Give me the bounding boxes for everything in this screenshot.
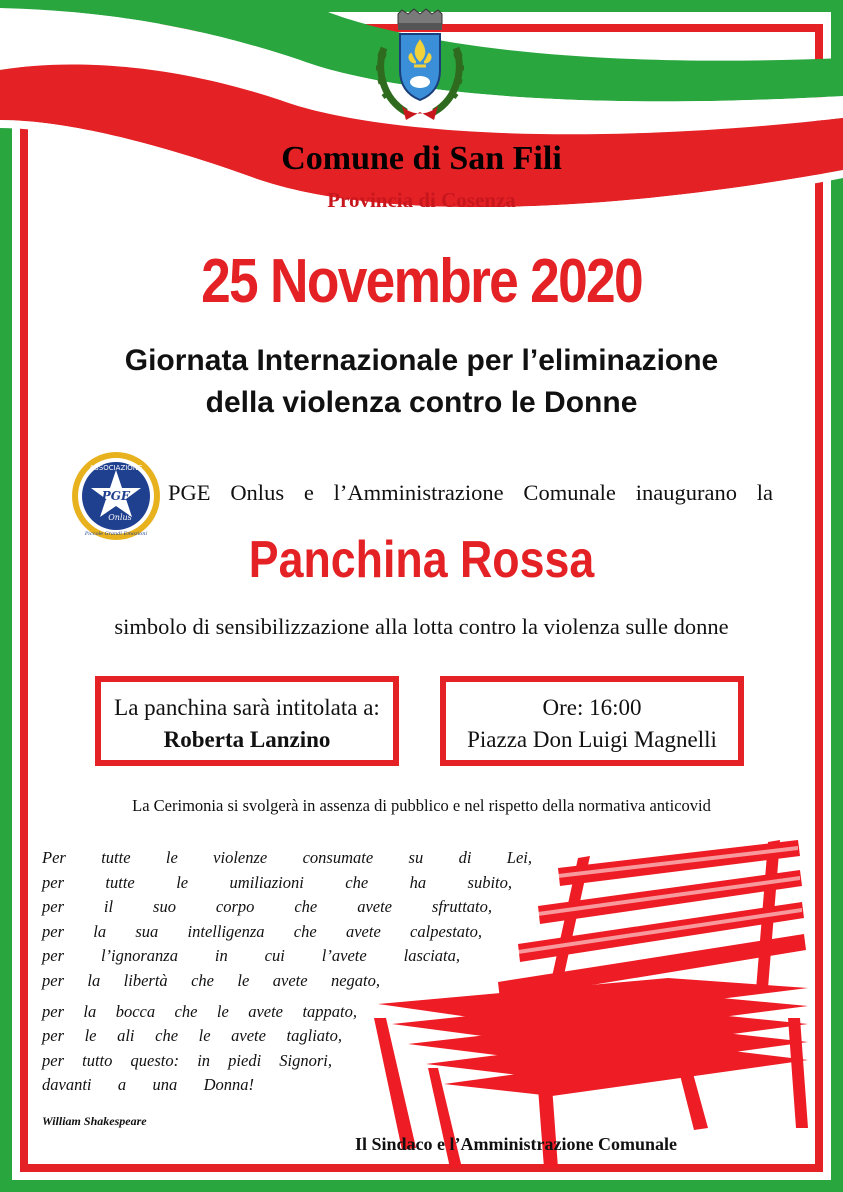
event-title-line-2: della violenza contro le Donne (205, 386, 638, 419)
logo-name-text: PGE (101, 489, 131, 503)
event-title (0, 340, 843, 424)
ceremony-note: La Cerimonia si svolgerà in assenza di pubblico e nel rispetto della normativa anticovid (132, 796, 711, 815)
municipal-crest-icon (372, 8, 468, 128)
time-place-box (440, 676, 744, 766)
logo-sub-text: Onlus (108, 513, 132, 522)
logo-bottom-text: Piccole Grandi Emozioni (84, 531, 148, 537)
poem-line: per tutto questo: in piedi Signori, (42, 1050, 332, 1070)
poem-line: per tutte le umiliazioni che ha subito, (42, 872, 512, 892)
bench-symbol-text: simbolo di sensibilizzazione alla lotta contro la violenza sulle donne (114, 614, 729, 639)
event-time: Ore: 16:00 (542, 695, 642, 720)
poem-line: per il suo corpo che avete sfruttato, (42, 897, 492, 917)
poem-line: per la libertà che le avete negato, (42, 970, 380, 990)
poem (42, 846, 532, 1098)
province-subtitle: Provincia di Cosenza (327, 188, 516, 212)
event-place: Piazza Don Luigi Magnelli (467, 727, 717, 752)
dedication-box (95, 676, 399, 766)
signature: Il Sindaco e l’Amministrazione Comunale (355, 1134, 677, 1154)
intro-text: PGE Onlus e l’Amministrazione Comunale inaugurano la (168, 480, 773, 505)
dedication-label: La panchina sarà intitolata a: (114, 695, 380, 720)
poem-line: per la bocca che le avete tappato, (42, 1001, 357, 1021)
poem-line: per la sua intelligenza che avete calpestato, (42, 921, 482, 941)
bench-title: Panchina Rossa (248, 531, 595, 589)
poem-line: davanti a una Donna! (42, 1075, 254, 1095)
poem-line: per le ali che le avete tagliato, (42, 1026, 342, 1046)
event-title-line-1: Giornata Internazionale per l’eliminazione (124, 344, 719, 377)
event-date: 25 Novembre 2020 (201, 247, 642, 316)
logo-top-text: ASSOCIAZIONE (89, 464, 143, 472)
municipality-title: Comune di San Fili (281, 140, 562, 177)
poem-line: per l’ignoranza in cui l’avete lasciata, (42, 946, 460, 966)
poem-line: Per tutte le violenze consumate su di Lei, (42, 848, 532, 867)
dedication-name: Roberta Lanzino (163, 727, 331, 752)
association-logo (70, 450, 162, 542)
poem-author: William Shakespeare (42, 1114, 147, 1128)
